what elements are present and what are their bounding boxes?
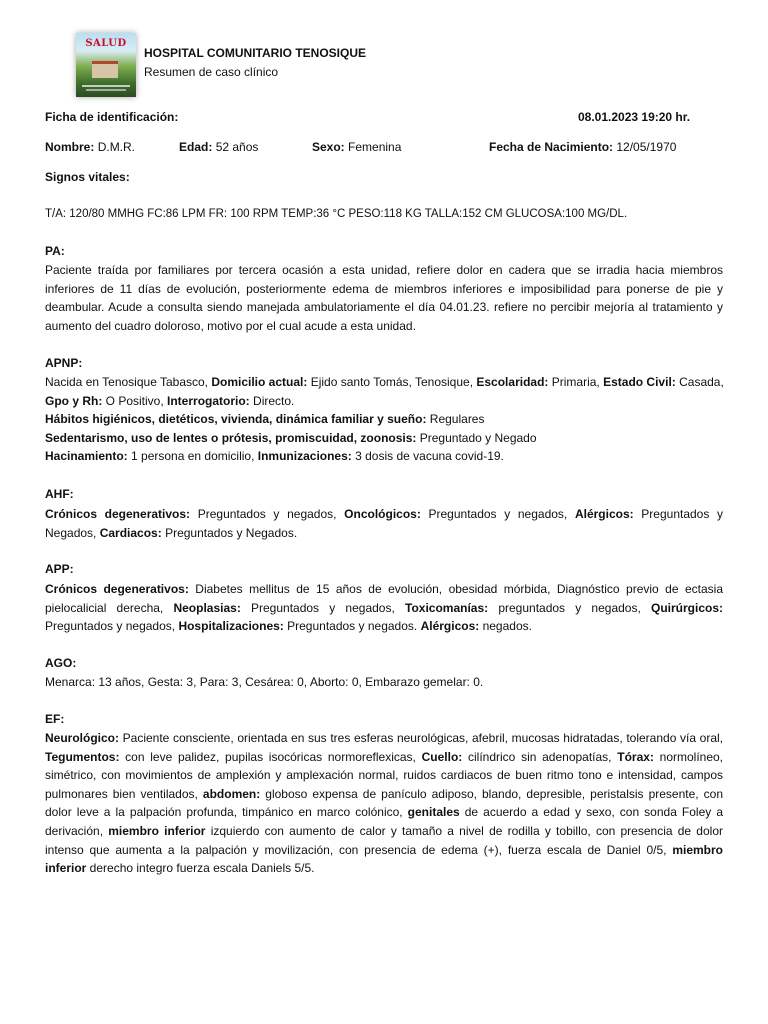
ef-label: miembro inferior [108, 823, 206, 838]
app-value: preguntados y negados, [488, 600, 651, 615]
ahf-heading: AHF: [45, 487, 74, 501]
logo-text: SALUD [85, 38, 127, 49]
app-heading: APP: [45, 562, 74, 576]
ef-label: miembro inferior [45, 842, 723, 876]
ef-text [45, 729, 723, 878]
app-value: negados. [479, 619, 532, 634]
patient-sex-value: Femenina [348, 140, 402, 154]
ef-value: con leve palidez, pupilas isocóricas normoreflexicas, [119, 749, 422, 764]
app-value: Diabetes mellitus de 15 años de evolución, obesidad mórbida, Diagnóstico previo de ectasia pielocalicial derecha, [45, 582, 723, 615]
apnp-text: Primaria, [548, 375, 604, 389]
patient-age-field [179, 140, 258, 155]
patient-sex-field [312, 140, 401, 155]
ficha-label: Ficha de identificación: [45, 110, 179, 124]
apnp-label: Estado Civil: [603, 375, 676, 389]
ef-value: de acuerdo a edad y sexo, con sonda Foley a derivación, [45, 805, 723, 838]
document-datetime: 08.01.2023 19:20 hr. [578, 110, 691, 124]
apnp-line [45, 373, 723, 392]
app-value: Preguntados y negados. [283, 619, 421, 634]
app-label: Crónicos degenerativos: [45, 582, 189, 596]
apnp-text: 3 dosis de vacuna covid-19. [351, 449, 504, 464]
apnp-line [45, 410, 723, 429]
apnp-label: Hábitos higiénicos, dietéticos, vivienda, dinámica familiar y sueño: [45, 412, 427, 427]
apnp-label: Sedentarismo, uso de lentes o prótesis, promiscuidad, zoonosis: [45, 430, 417, 445]
ef-label: Tórax: [617, 749, 654, 764]
logo-decoration [82, 85, 130, 87]
app-label: Neoplasias: [173, 600, 241, 615]
apnp-label: Escolaridad: [476, 375, 549, 389]
ef-value: Paciente consciente, orientada en sus tres esferas neurológicas, afebril, mucosas hidratadas, tolerando vía oral, [119, 731, 723, 745]
apnp-text: 1 persona en domicilio, [127, 449, 258, 464]
document-subtitle: Resumen de caso clínico [144, 65, 279, 79]
ahf-value: Preguntados y negados, [420, 507, 575, 521]
app-value: Preguntados y negados, [45, 619, 179, 634]
app-label: Quirúrgicos: [651, 600, 724, 615]
hospital-name: HOSPITAL COMUNITARIO TENOSIQUE [144, 46, 367, 60]
patient-age-label: Edad: [179, 140, 213, 154]
vitals-line: T/A: 120/80 MMHG FC:86 LPM FR: 100 RPM TEMP:36 °C PESO:118 KG TALLA:152 CM GLUCOSA:100 MG/DL. [45, 208, 628, 220]
ef-label: Neurológico: [45, 731, 119, 745]
apnp-label: Interrogatorio: [167, 393, 250, 408]
apnp-section [45, 373, 723, 466]
ahf-label: Crónicos degenerativos: [45, 507, 191, 521]
ahf-value: Preguntados y Negados, [45, 507, 724, 540]
ef-label: Tegumentos: [45, 749, 120, 764]
ef-value: izquierdo con aumento de calor y tamaño a nivel de rodilla y tobillo, con presencia de dolor intenso que aumenta a la palpación y movilización, con presencia de edema (+), fuerza escala de Daniel 0/5, [45, 823, 723, 857]
ahf-label: Alérgicos: [574, 507, 634, 521]
apnp-text: Preguntado y Negado [416, 430, 537, 445]
ahf-text [45, 505, 723, 542]
app-text [45, 580, 723, 636]
ago-line: Menarca: 13 años, Gesta: 3, Para: 3, Cesárea: 0, Aborto: 0, Embarazo gemelar: 0. [45, 675, 484, 689]
apnp-text: Ejido santo Tomás, Tenosique, [307, 375, 477, 389]
patient-name-value: D.M.R. [97, 140, 136, 154]
ago-heading: AGO: [45, 656, 77, 670]
ef-value: globoso expensa de panículo adiposo, blando, depresible, peristalsis presente, con dolor leve a la palpación profunda, timpánico en marco colónico, [45, 786, 724, 820]
apnp-label: Gpo y Rh: [45, 393, 103, 408]
logo-decoration [86, 89, 126, 91]
apnp-line [45, 429, 723, 448]
patient-birthdate-label: Fecha de Nacimiento: [489, 140, 614, 154]
apnp-text: O Positivo, [102, 393, 168, 408]
apnp-label: Hacinamiento: [45, 449, 128, 464]
patient-name-label: Nombre: [45, 140, 95, 154]
apnp-text: Directo. [249, 393, 295, 408]
hospital-logo [76, 33, 136, 97]
app-value: Preguntados y negados, [240, 600, 405, 615]
apnp-label: Domicilio actual: [211, 375, 308, 389]
app-label: Hospitalizaciones: [178, 619, 284, 634]
apnp-text: Casada, [675, 375, 724, 389]
ahf-value: Preguntados y Negados. [161, 525, 298, 540]
patient-age-value: 52 años [215, 140, 259, 154]
ef-value: cilíndrico sin adenopatías, [462, 749, 618, 764]
patient-name-field [45, 140, 135, 155]
ef-label: genitales [407, 805, 460, 820]
apnp-heading: APNP: [45, 356, 83, 370]
app-label: Alérgicos: [420, 619, 480, 634]
apnp-label: Inmunizaciones: [257, 449, 352, 464]
ef-label: Cuello: [421, 749, 463, 764]
patient-birthdate-field [489, 140, 676, 155]
apnp-text: Nacida en Tenosique Tabasco, [45, 375, 212, 389]
patient-sex-label: Sexo: [312, 140, 345, 154]
ahf-label: Cardiacos: [99, 525, 162, 540]
patient-birthdate-value: 12/05/1970 [616, 140, 677, 154]
apnp-line [45, 392, 723, 411]
pa-heading: PA: [45, 244, 65, 258]
ahf-value: Preguntados y negados, [190, 507, 345, 521]
ahf-label: Oncológicos: [344, 507, 421, 521]
logo-building-graphic [92, 61, 118, 78]
apnp-line [45, 447, 723, 466]
ef-label: abdomen: [202, 786, 261, 801]
app-label: Toxicomanías: [405, 600, 489, 615]
apnp-text: Regulares [426, 412, 485, 427]
ef-value: derecho integro fuerza escala Daniels 5/5. [86, 861, 315, 876]
ef-value: normolíneo, simétrico, con movimientos de amplexión y amplexación normal, ruidos cardiacos de buen ritmo tono e intensidad, campos pulmonares bien ventilados, [45, 749, 724, 801]
ef-heading: EF: [45, 712, 65, 726]
pa-text: Paciente traída por familiares por tercera ocasión a esta unidad, refiere dolor en cadera que se irradia hacia miembros inferiores de 11 días de evolución, posteriormente edema de miembros inferiores e imposibilidad para ponerse de pie y deambular. Acude a consulta siendo manejada ambulatoriamente el día 04.01.23. refiere no percibir mejoría al tratamiento y aumento del cuadro doloroso, motivo por el cual acude a esta unidad. [45, 263, 723, 333]
vitals-heading: Signos vitales: [45, 170, 130, 184]
